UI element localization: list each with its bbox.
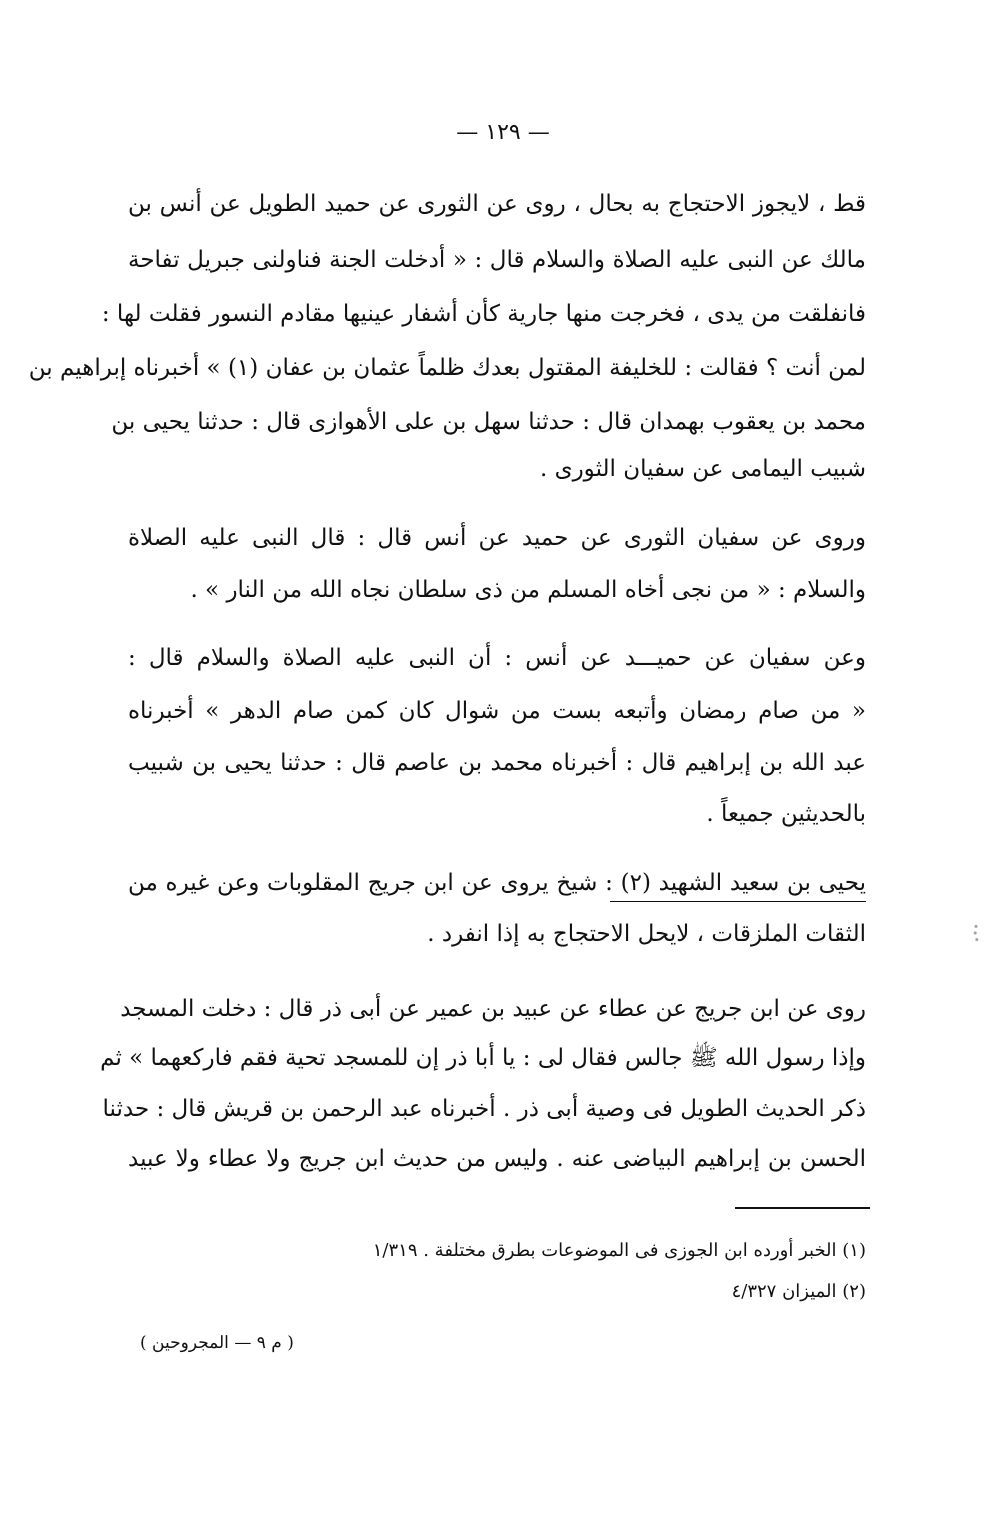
paragraph-1-line-2: مالك عن النبى عليه الصلاة والسلام قال : « أدخلت الجنة فناولنى جبريل تفاحة [128, 247, 866, 273]
footnote-separator [735, 1207, 870, 1209]
paragraph-5-line-2: وإذا رسول الله ﷺ جالس فقال لى : يا أبا ذر إن للمسجد تحية فقم فاركعهما » ثم [100, 1045, 866, 1071]
paragraph-4-line-2: الثقات الملزقات ، لايحل الاحتجاج به إذا انفرد . [427, 921, 866, 947]
name-underline [610, 901, 866, 902]
paragraph-1-line-1: قط ، لايجوز الاحتجاج به بحال ، روى عن الثورى عن حميد الطويل عن أنس بن [128, 191, 866, 217]
paragraph-4-line-1: يحيى بن سعيد الشهيد (٢) : شيخ يروى عن ابن جريج المقلوبات وعن غيره من [128, 870, 866, 896]
paragraph-1-line-5: محمد بن يعقوب بهمدان قال : حدثنا سهل بن على الأهوازى قال : حدثنا يحيى بن [111, 409, 866, 435]
paragraph-2-line-2: والسلام : « من نجى أخاه المسلم من ذى سلطان نجاه الله من النار » . [190, 577, 866, 603]
page-number: — ١٢٩ — [456, 120, 550, 145]
paragraph-5-line-1: روى عن ابن جريج عن عطاء عن عبيد بن عمير عن أبى ذر قال : دخلت المسجد [120, 996, 866, 1022]
paragraph-1-line-3: فانفلقت من يدى ، فخرجت منها جارية كأن أشفار عينيها مقادم النسور فقلت لها : [101, 301, 866, 327]
paragraph-2-line-1: وروى عن سفيان الثورى عن حميد عن أنس قال : قال النبى عليه الصلاة [128, 525, 866, 551]
margin-speck [972, 922, 980, 944]
paragraph-1-line-6: شبيب اليمامى عن سفيان الثورى . [539, 456, 866, 482]
paragraph-1-line-4: لمن أنت ؟ فقالت : للخليفة المقتول بعدك ظلماً عثمان بن عفان (١) » أخبرناه إبراهيم بن [28, 355, 866, 381]
footnote-2: (٢) الميزان ٤/٣٢٧ [731, 1281, 866, 1302]
paragraph-3-line-2: « من صام رمضان وأتبعه بست من شوال كان كمن صام الدهر » أخبرناه [128, 698, 866, 724]
paragraph-5-line-4: الحسن بن إبراهيم البياضى عنه . وليس من حديث ابن جريج ولا عطاء ولا عبيد [128, 1146, 866, 1172]
paragraph-3-line-1: وعن سفيان عن حميـــد عن أنس : أن النبى عليه الصلاة والسلام قال : [128, 645, 866, 671]
paragraph-3-line-4: بالحديثين جميعاً . [706, 801, 866, 827]
page-signature: ( م ٩ — المجروحين ) [140, 1333, 294, 1353]
paragraph-3-line-3: عبد الله بن إبراهيم قال : أخبرناه محمد بن عاصم قال : حدثنا يحيى بن شبيب [128, 750, 866, 776]
paragraph-5-line-3: ذكر الحديث الطويل فى وصية أبى ذر . أخبرناه عبد الرحمن بن قريش قال : حدثنا [102, 1096, 866, 1122]
footnote-1: (١) الخبر أورده ابن الجوزى فى الموضوعات بطرق مختلفة . ١/٣١٩ [372, 1240, 866, 1261]
